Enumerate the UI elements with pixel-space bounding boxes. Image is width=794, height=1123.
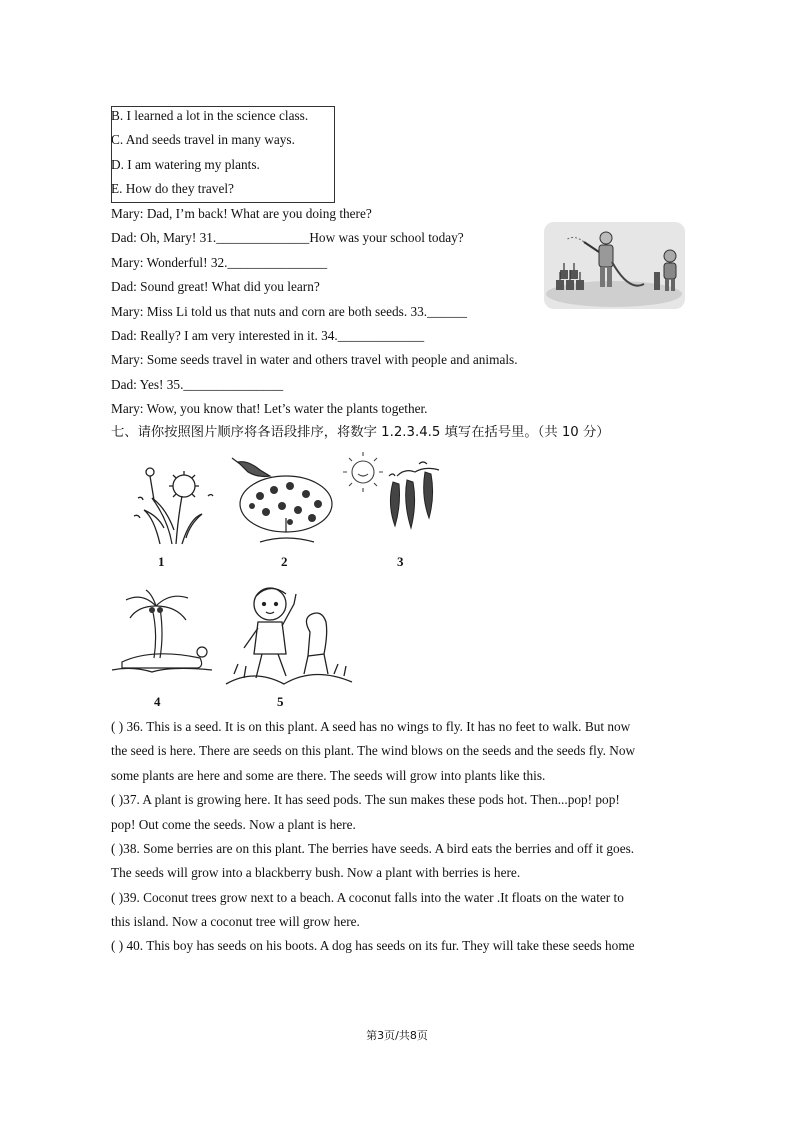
paragraph-line: pop! Out come the seeds. Now a plant is here. [111,817,356,832]
picture-number: 3 [397,554,404,569]
picture-number: 4 [154,694,161,709]
paragraph-line: ( )37. A plant is growing here. It has seed pods. The sun makes these pods hot. Then...pop! pop! [111,792,620,807]
picture-number: 1 [158,554,165,569]
dialogue-line: Mary: Dad, I’m back! What are you doing there? [111,206,372,221]
sun-pea-pods-icon [343,452,445,546]
paragraph-line: some plants are here and some are there. The seeds will grow into plants like this. [111,768,546,783]
paragraph-line: ( )39. Coconut trees grow next to a beach. A coconut falls into the water .It floats on the water to [111,890,624,905]
picture-number: 2 [281,554,288,569]
option-e: E. How do they travel? [111,181,234,196]
paragraph-line: this island. Now a coconut tree will grow here. [111,914,360,929]
option-d: D. I am watering my plants. [111,157,260,172]
watering-plants-illustration [544,222,685,309]
dialogue-line: Mary: Miss Li told us that nuts and corn are both seeds. 33.______ [111,304,468,319]
dialogue-line: Dad: Oh, Mary! 31.______________How was your school today? [111,230,464,245]
paragraph-line: the seed is here. There are seeds on this plant. The wind blows on the seeds and the seeds fly. Now [111,743,636,758]
dialogue-line: Mary: Wonderful! 32._______________ [111,255,328,270]
page-footer: 第3页/共8页 [366,1029,428,1042]
dialogue-line: Mary: Some seeds travel in water and others travel with people and animals. [111,352,518,367]
dialogue-line: Dad: Yes! 35._______________ [111,377,284,392]
paragraph-line: ( ) 40. This boy has seeds on his boots. A dog has seeds on its fur. They will take these seeds home [111,938,635,953]
section-heading: 七、请你按照图片顺序将各语段排序，将数字 1.2.3.4.5 填写在括号里。（共 10 分） [111,425,610,440]
dialogue-line: Dad: Really? I am very interested in it. 34._____________ [111,328,425,343]
boy-dog-icon [224,574,354,688]
dialogue-line: Mary: Wow, you know that! Let’s water the plants together. [111,401,428,416]
dialogue-line: Dad: Sound great! What did you learn? [111,279,320,294]
paragraph-line: ( )38. Some berries are on this plant. The berries have seeds. A bird eats the berries and off it goes. [111,841,635,856]
blackberry-bird-icon [230,456,340,546]
coconut-island-icon [112,588,214,674]
dandelion-icon [124,458,214,546]
picture-number: 5 [277,694,284,709]
option-b: B. I learned a lot in the science class. [111,108,309,123]
paragraph-line: The seeds will grow into a blackberry bush. Now a plant with berries is here. [111,865,521,880]
paragraph-line: ( ) 36. This is a seed. It is on this plant. A seed has no wings to fly. It has no feet to walk. But now [111,719,631,734]
option-c: C. And seeds travel in many ways. [111,132,295,147]
